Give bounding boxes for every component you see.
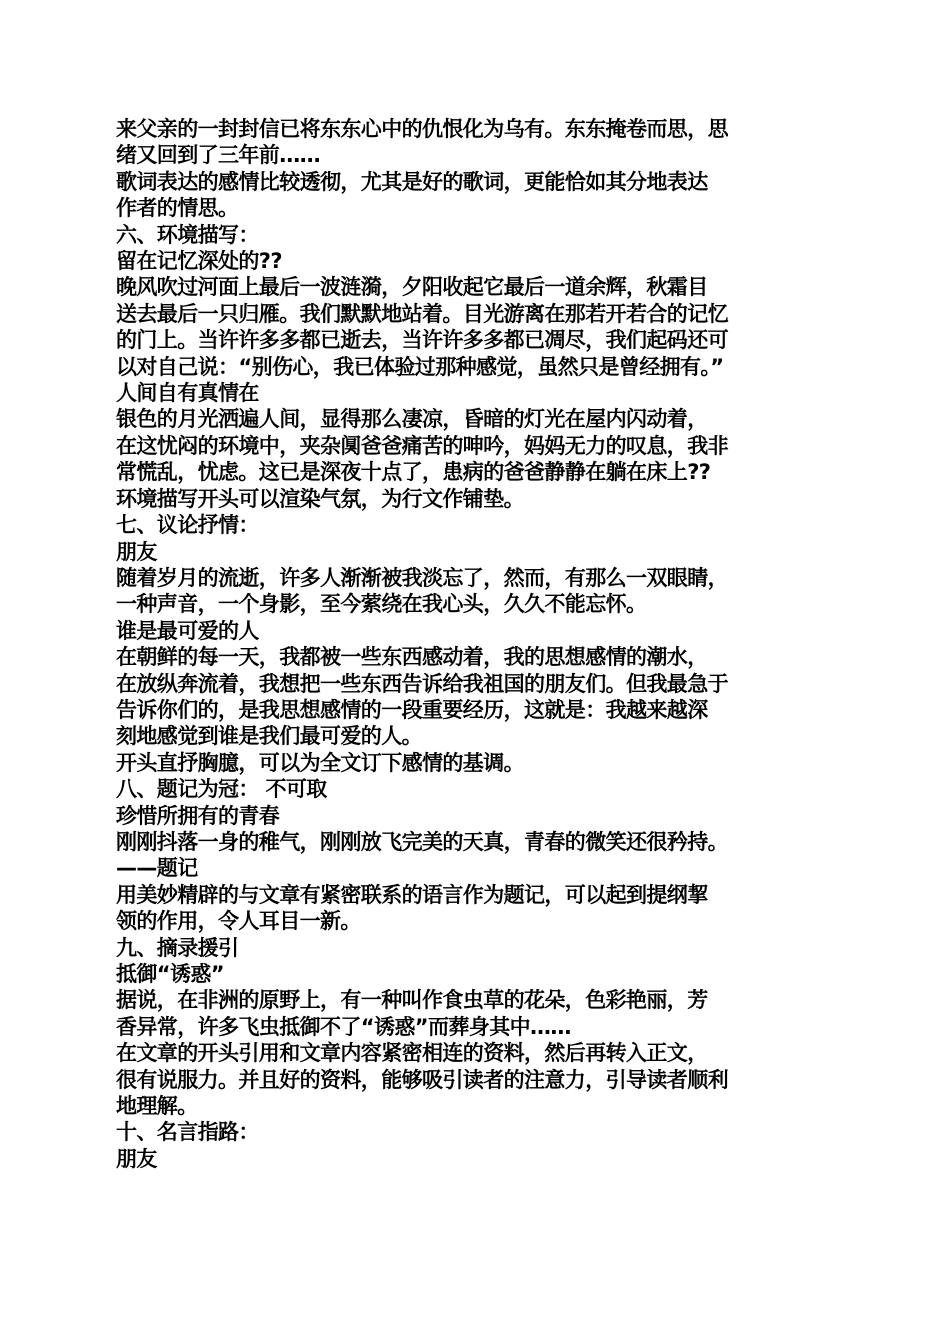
text-line: 刚刚抖落一身的稚气，刚刚放飞完美的天真，青春的微笑还很矜持。 bbox=[116, 829, 728, 854]
example-title: 谁是最可爱的人 bbox=[116, 618, 259, 643]
text-line: 绪又回到了三年前…… bbox=[116, 143, 320, 168]
document-body bbox=[116, 116, 840, 1172]
text-line: 地理解。 bbox=[116, 1094, 198, 1119]
text-line: 以对自己说：“别伤心，我已体验过那种感觉，虽然只是曾经拥有。” bbox=[116, 354, 724, 379]
text-line: 在放纵奔流着，我想把一些东西告诉给我祖国的朋友们。但我最急于 bbox=[116, 671, 728, 696]
text-line: 环境描写开头可以渲染气氛，为行文作铺垫。 bbox=[116, 486, 524, 511]
text-line: 作者的情思。 bbox=[116, 196, 239, 221]
text-line: 很有说服力。并且好的资料，能够吸引读者的注意力，引导读者顺利 bbox=[116, 1067, 728, 1092]
text-line: 领的作用，令人耳目一新。 bbox=[116, 909, 361, 934]
section-heading: 九、摘录援引 bbox=[116, 935, 239, 960]
example-title: 抵御“诱惑” bbox=[116, 962, 225, 986]
example-title: 珍惜所拥有的青春 bbox=[116, 803, 280, 828]
text-line: 在朝鲜的每一天，我都被一些东西感动着，我的思想感情的潮水， bbox=[116, 645, 708, 670]
text-line: 刻地感觉到谁是我们最可爱的人。 bbox=[116, 724, 422, 749]
example-title: 朋友 bbox=[116, 539, 157, 564]
text-line: 据说，在非洲的原野上，有一种叫作食虫草的花朵，色彩艳丽，芳 bbox=[116, 988, 708, 1013]
text-line: 晚风吹过河面上最后一波涟漪，夕阳收起它最后一道余辉，秋霜目 bbox=[116, 275, 708, 300]
section-heading: 七、议论抒情： bbox=[116, 513, 259, 538]
example-title: 朋友 bbox=[116, 1146, 157, 1171]
example-title: 留在记忆深处的?? bbox=[116, 249, 282, 274]
text-line: 歌词表达的感情比较透彻，尤其是好的歌词，更能恰如其分地表达 bbox=[116, 169, 708, 194]
text-line: ——题记 bbox=[116, 856, 198, 881]
text-line: 香异常，许多飞虫抵御不了“诱惑”而葬身其中…… bbox=[116, 1014, 571, 1039]
text-line: 用美妙精辟的与文章有紧密联系的语言作为题记，可以起到提纲挈 bbox=[116, 882, 708, 907]
text-line: 来父亲的一封封信已将东东心中的仇恨化为乌有。东东掩卷而思，思 bbox=[116, 117, 728, 141]
text-line: 告诉你们的，是我思想感情的一段重要经历，这就是：我越来越深 bbox=[116, 697, 708, 722]
section-heading: 十、名言指路： bbox=[116, 1120, 259, 1145]
text-line: 的门上。当许许多多都已逝去，当许许多多都已凋尽，我们起码还可 bbox=[116, 328, 728, 353]
text-line: 一种声音，一个身影，至今萦绕在我心头，久久不能忘怀。 bbox=[116, 592, 647, 617]
text-line: 在文章的开头引用和文章内容紧密相连的资料，然后再转入正文， bbox=[116, 1041, 708, 1066]
text-line: 开头直抒胸臆，可以为全文订下感情的基调。 bbox=[116, 750, 524, 775]
text-line: 常慌乱，忧虑。这已是深夜十点了，患病的爸爸静静在躺在床上?? bbox=[116, 460, 711, 485]
text-line: 银色的月光洒遍人间，显得那么凄凉，昏暗的灯光在屋内闪动着， bbox=[116, 407, 708, 432]
text-line: 在这忧闷的环境中，夹杂阒爸爸痛苦的呻吟，妈妈无力的叹息，我非 bbox=[116, 433, 728, 458]
example-title: 人间自有真情在 bbox=[116, 381, 259, 406]
section-heading: 八、题记为冠： 不可取 bbox=[116, 777, 327, 802]
section-heading: 六、环境描写： bbox=[116, 222, 259, 247]
text-line: 送去最后一只归雁。我们默默地站着。目光游离在那若开若合的记忆 bbox=[116, 301, 728, 326]
text-line: 随着岁月的流逝，许多人渐渐被我淡忘了，然而，有那么一双眼睛， bbox=[116, 565, 728, 590]
